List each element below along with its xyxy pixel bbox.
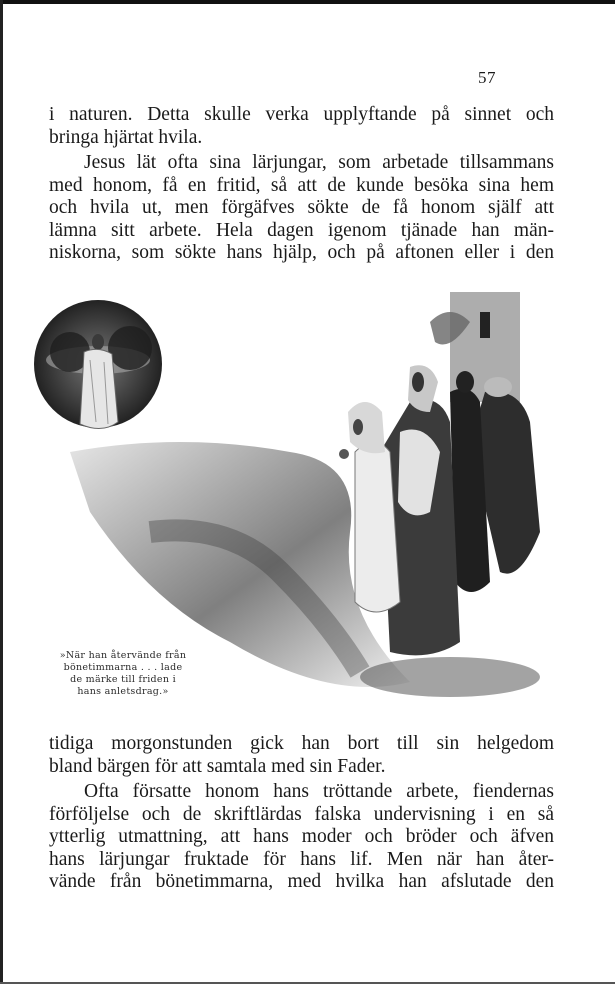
scan-edge-left (0, 0, 3, 984)
caption-line: de märke till friden i (70, 674, 176, 685)
text-line: vände från bönetimmarna, med hvilka han afslutade den (49, 871, 554, 892)
text-line: förföljelse och de skriftlärdas falska undervisning i en så (49, 803, 554, 825)
scan-edge-top (0, 0, 615, 4)
page-number: 57 (478, 68, 496, 87)
text-line: bringa hjärtat hvila. (49, 126, 203, 148)
paragraph-1 (49, 104, 554, 149)
text-line: tidiga morgonstunden gick han bort till sin helgedom (49, 733, 554, 754)
paragraph-4 (49, 781, 554, 894)
illustration-engraving (30, 282, 550, 712)
text-line: med honom, få en fritid, så att de kunde besöka sina hem (49, 174, 554, 196)
text-line: hans lärjungar fruktade för hans lif. Men när han åter- (49, 848, 554, 870)
caption-line: »När han återvände från (59, 650, 187, 661)
text-line: lämna sitt arbete. Hela dagen igenom tjänade han män- (49, 219, 554, 241)
paragraph-2 (49, 152, 554, 265)
text-line: och hvila ut, men förgäfves sökte de få honom själf att (49, 197, 554, 218)
figure-group (339, 365, 540, 655)
text-line: i naturen. Detta skulle verka upplyftande på sinnet och (49, 104, 554, 125)
caption-line: bönetimmarna . . . lade (63, 662, 183, 673)
text-line: niskorna, som sökte hans hjälp, och på aftonen eller i den (49, 242, 554, 263)
paragraph-3 (49, 733, 554, 778)
illustration-caption (48, 650, 198, 698)
text-line: bland bärgen för att samtala med sin Fader. (49, 755, 386, 777)
text-line: ytterlig utmattning, att hans moder och bröder och äfven (49, 826, 554, 847)
caption-line: hans anletsdrag.» (77, 686, 169, 697)
circular-vignette (34, 300, 162, 429)
text-line: Jesus lät ofta sina lärjungar, som arbetade tillsammans (84, 152, 554, 173)
text-line: Ofta försatte honom hans tröttande arbete, fiendernas (84, 781, 554, 802)
